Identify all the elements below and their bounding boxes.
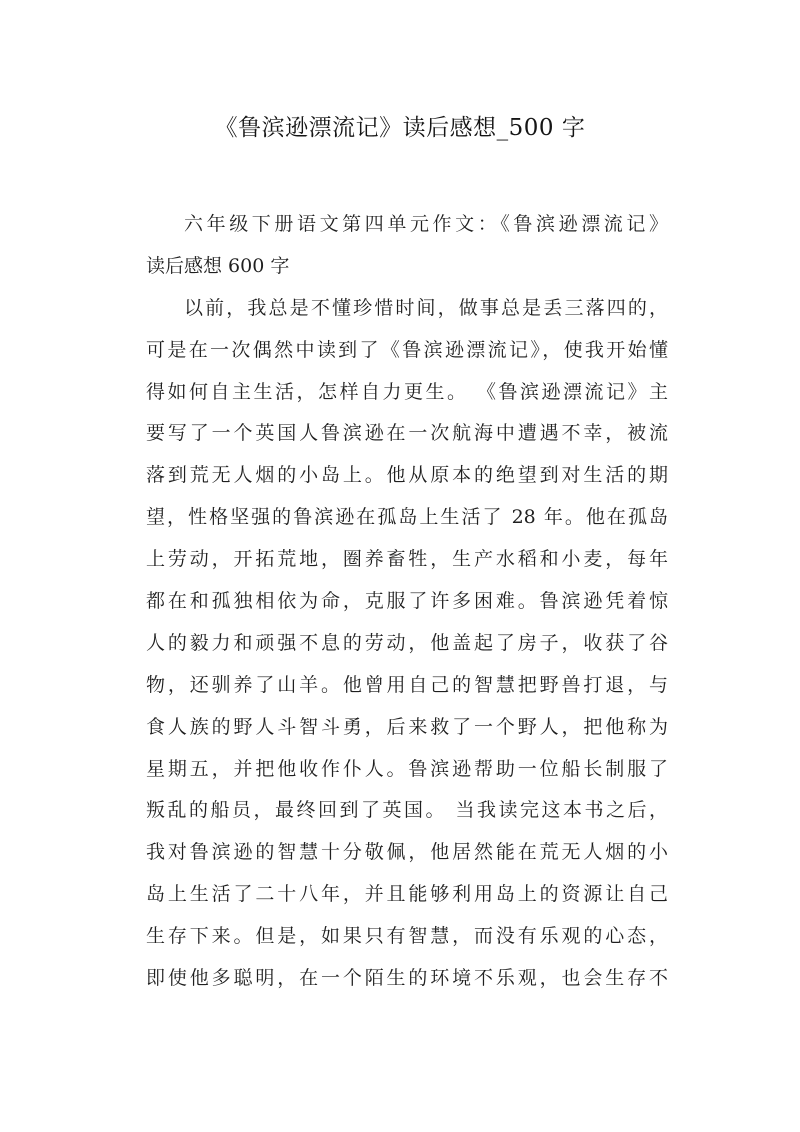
paragraph-line: 叛乱的船员，最终回到了英国。 当我读完这本书之后， xyxy=(146,799,668,822)
paragraph-line: 人的毅力和顽强不息的劳动，他盖起了房子，收获了谷 xyxy=(146,631,668,654)
paragraph-line: 要写了一个英国人鲁滨逊在一次航海中遭遇不幸，被流 xyxy=(146,422,668,445)
paragraph-line: 以前，我总是不懂珍惜时间，做事总是丢三落四的， xyxy=(184,296,668,319)
paragraph-line: 落到荒无人烟的小岛上。他从原本的绝望到对生活的期 xyxy=(146,464,668,487)
paragraph-line: 望，性格坚强的鲁滨逊在孤岛上生活了 28 年。他在孤岛 xyxy=(146,506,668,529)
paragraph-line: 岛上生活了二十八年，并且能够利用岛上的资源让自己 xyxy=(146,883,668,906)
paragraph-line: 生存下来。但是，如果只有智慧，而没有乐观的心态， xyxy=(146,925,668,948)
paragraph-line: 都在和孤独相依为命，克服了许多困难。鲁滨逊凭着惊 xyxy=(146,590,668,613)
paragraph-line: 六年级下册语文第四单元作文：《鲁滨逊漂流记》 xyxy=(184,213,668,235)
paragraph-line: 星期五，并把他收作仆人。鲁滨逊帮助一位船长制服了 xyxy=(146,757,668,780)
document-body xyxy=(146,204,668,1000)
paragraph-line: 上劳动，开拓荒地，圈养畜牲，生产水稻和小麦，每年 xyxy=(146,548,668,571)
paragraph-line: 读后感想 600 字 xyxy=(146,254,290,277)
paragraph-line: 得如何自主生活，怎样自力更生。 《鲁滨逊漂流记》主 xyxy=(146,380,668,403)
paragraph-line: 可是在一次偶然中读到了《鲁滨逊漂流记》，使我开始懂 xyxy=(146,338,668,361)
document-title: 《鲁滨逊漂流记》读后感想_500 字 xyxy=(214,115,586,141)
paragraph-line: 即使他多聪明，在一个陌生的环境不乐观，也会生存不 xyxy=(146,967,668,990)
paragraph-line: 我对鲁滨逊的智慧十分敬佩，他居然能在荒无人烟的小 xyxy=(146,841,668,864)
paragraph-line: 食人族的野人斗智斗勇，后来救了一个野人，把他称为 xyxy=(146,715,668,738)
paragraph-line: 物，还驯养了山羊。他曾用自己的智慧把野兽打退，与 xyxy=(146,673,668,696)
